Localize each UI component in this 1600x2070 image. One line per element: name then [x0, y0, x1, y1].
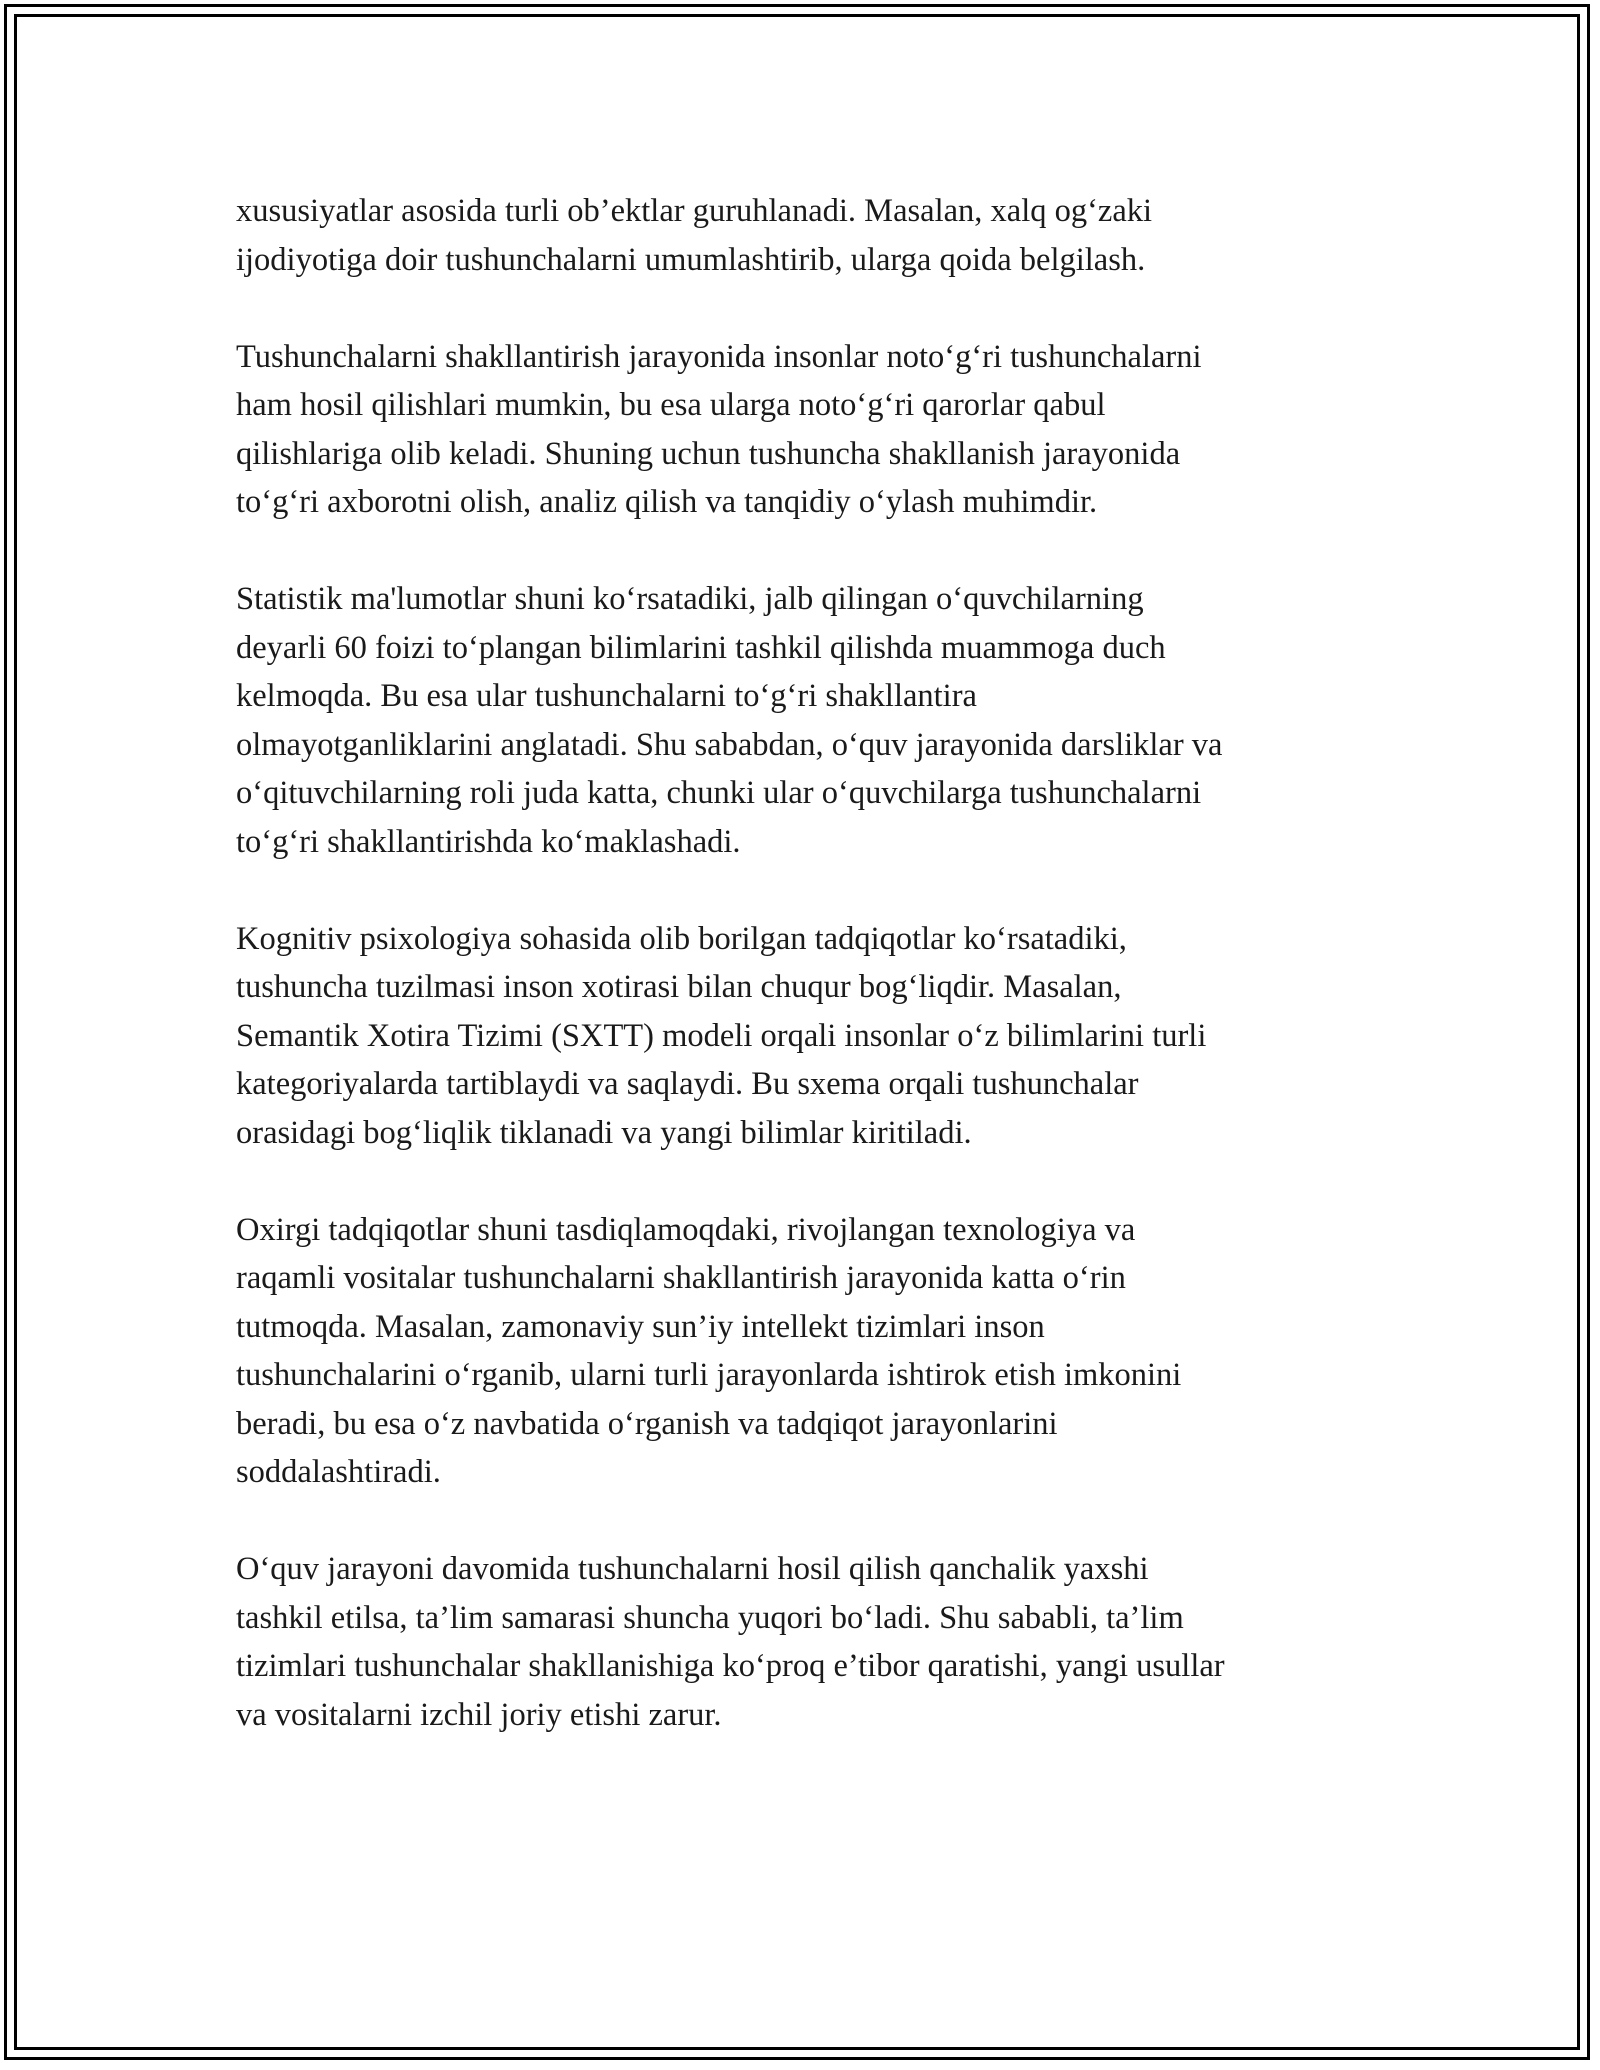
document-body: [236, 187, 1366, 1788]
text-line: tizimlari tushunchalar shakllanishiga ko‘proq e’tibor qaratishi, yangi usullar: [236, 1648, 1225, 1684]
text-line: deyarli 60 foizi to‘plangan bilimlarini tashkil qilishda muammoga duch: [236, 629, 1166, 666]
text-line: olmayotganliklarini anglatadi. Shu sababdan, o‘quv jarayonida darsliklar va: [236, 726, 1223, 763]
paragraph: [236, 333, 1366, 527]
text-line: to‘g‘ri shakllantirishda ko‘maklashadi.: [236, 823, 741, 860]
text-line: tashkil etilsa, ta’lim samarasi shuncha yuqori bo‘ladi. Shu sababli, ta’lim: [236, 1599, 1184, 1636]
text-line: va vositalarni izchil joriy etishi zarur.: [236, 1696, 722, 1733]
paragraph: [236, 915, 1366, 1158]
text-line: kategoriyalarda tartiblaydi va saqlaydi. Bu sxema orqali tushunchalar: [236, 1066, 1139, 1102]
text-line: orasidagi bog‘liqlik tiklanadi va yangi bilimlar kiritiladi.: [236, 1114, 972, 1151]
text-line: tushuncha tuzilmasi inson xotirasi bilan chuqur bog‘liqdir. Masalan,: [236, 969, 1122, 1005]
paragraph: [236, 1206, 1366, 1497]
paragraph: [236, 187, 1366, 284]
text-line: o‘qituvchilarning roli juda katta, chunki ular o‘quvchilarga tushunchalarni: [236, 775, 1202, 811]
text-line: qilishlariga olib keladi. Shuning uchun tushuncha shakllanish jarayonida: [236, 435, 1181, 472]
text-line: kelmoqda. Bu esa ular tushunchalarni to‘g‘ri shakllantira: [236, 678, 977, 714]
text-line: beradi, bu esa o‘z navbatida o‘rganish va tadqiqot jarayonlarini: [236, 1405, 1058, 1442]
text-line: raqamli vositalar tushunchalarni shakllantirish jarayonida katta o‘rin: [236, 1260, 1126, 1296]
text-line: Statistik ma'lumotlar shuni ko‘rsatadiki, jalb qilingan o‘quvchilarning: [236, 581, 1144, 617]
text-line: Semantik Xotira Tizimi (SXTT) modeli orqali insonlar o‘z bilimlarini turli: [236, 1017, 1207, 1054]
text-line: O‘quv jarayoni davomida tushunchalarni hosil qilish qanchalik yaxshi: [236, 1551, 1149, 1587]
text-line: ham hosil qilishlari mumkin, bu esa ularga noto‘g‘ri qarorlar qabul: [236, 387, 1106, 423]
text-line: ijodiyotiga doir tushunchalarni umumlashtirib, ularga qoida belgilash.: [236, 241, 1146, 278]
paragraph: [236, 575, 1366, 866]
text-line: Kognitiv psixologiya sohasida olib borilgan tadqiqotlar ko‘rsatadiki,: [236, 920, 1127, 957]
text-line: to‘g‘ri axborotni olish, analiz qilish va tanqidiy o‘ylash muhimdir.: [236, 484, 1098, 520]
text-line: Tushunchalarni shakllantirish jarayonida insonlar noto‘g‘ri tushunchalarni: [236, 338, 1202, 375]
text-line: soddalashtiradi.: [236, 1454, 441, 1490]
text-line: xususiyatlar asosida turli ob’ektlar guruhlanadi. Masalan, xalq og‘zaki: [236, 193, 1153, 229]
text-line: tutmoqda. Masalan, zamonaviy sun’iy intellekt tizimlari inson: [236, 1308, 1045, 1345]
text-line: tushunchalarini o‘rganib, ularni turli jarayonlarda ishtirok etish imkonini: [236, 1357, 1182, 1393]
text-line: Oxirgi tadqiqotlar shuni tasdiqlamoqdaki, rivojlangan texnologiya va: [236, 1211, 1136, 1248]
paragraph: [236, 1545, 1366, 1739]
